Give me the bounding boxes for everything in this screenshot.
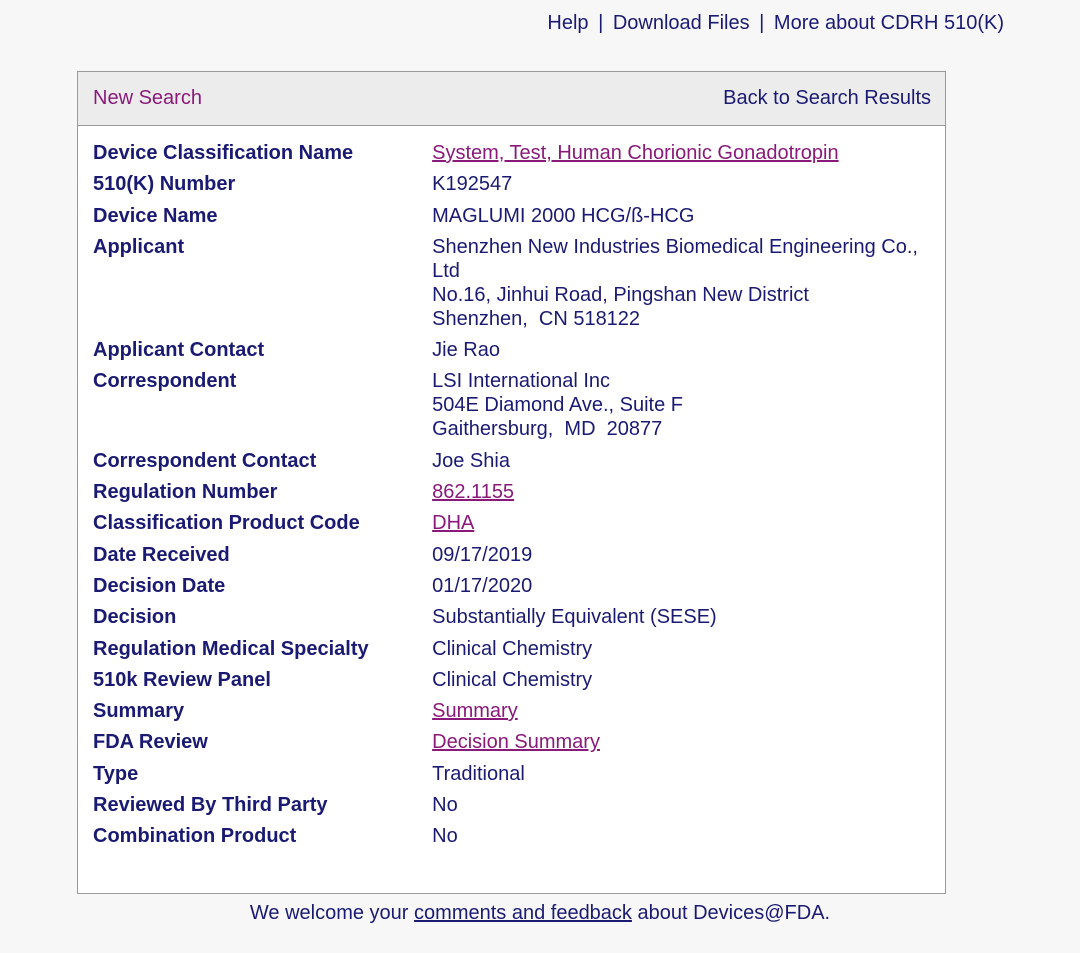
applicant-label: Applicant	[93, 235, 185, 258]
applicant-address: No.16, Jinhui Road, Pingshan New District	[432, 283, 809, 306]
medical-specialty-label: Regulation Medical Specialty	[93, 637, 369, 660]
device-name-value: MAGLUMI 2000 HCG/ß-HCG	[432, 204, 695, 227]
new-search-link[interactable]: New Search	[93, 87, 202, 109]
decision-summary-link[interactable]: Decision Summary	[432, 731, 600, 754]
applicant-value	[432, 235, 945, 338]
back-to-results-link[interactable]: Back to Search Results	[723, 87, 931, 109]
regulation-number-link[interactable]: 862.1155	[432, 481, 515, 504]
table-row	[93, 699, 945, 730]
applicant-contact-value: Jie Rao	[432, 339, 500, 362]
table-row	[93, 449, 945, 480]
device-details-table	[93, 141, 945, 856]
decision-label: Decision	[93, 606, 177, 629]
table-row	[93, 480, 945, 511]
table-row	[93, 605, 945, 636]
combination-product-value: No	[432, 825, 458, 848]
date-received-value: 09/17/2019	[432, 543, 533, 566]
table-row	[93, 762, 945, 793]
medical-specialty-value: Clinical Chemistry	[432, 637, 593, 660]
comments-feedback-link[interactable]: comments and feedback	[414, 902, 632, 924]
table-row	[93, 574, 945, 605]
panel-header	[78, 72, 945, 126]
regulation-number-label: Regulation Number	[93, 481, 278, 504]
device-classification-name-label: Device Classification Name	[93, 142, 354, 164]
footer-prefix: We welcome your	[249, 902, 409, 924]
separator: |	[759, 12, 765, 34]
table-row	[93, 668, 945, 699]
date-received-label: Date Received	[93, 543, 230, 566]
fda-review-label: FDA Review	[93, 731, 208, 754]
correspondent-contact-label: Correspondent Contact	[93, 449, 317, 472]
feedback-footer	[0, 902, 1080, 925]
applicant-name: Shenzhen New Industries Biomedical Engineering Co., Ltd	[432, 235, 918, 282]
product-code-link[interactable]: DHA	[432, 512, 475, 535]
device-classification-name-link[interactable]: System, Test, Human Chorionic Gonadotropin	[432, 142, 839, 164]
correspondent-address: 504E Diamond Ave., Suite F	[432, 394, 684, 417]
table-row	[93, 824, 945, 855]
review-panel-label: 510k Review Panel	[93, 668, 271, 691]
correspondent-label: Correspondent	[93, 370, 237, 393]
device-name-label: Device Name	[93, 204, 218, 227]
table-row	[93, 793, 945, 824]
summary-label: Summary	[93, 700, 185, 723]
correspondent-name: LSI International Inc	[432, 370, 611, 393]
table-row	[93, 338, 945, 369]
table-row	[93, 235, 945, 338]
correspondent-city: Gaithersburg, MD 20877	[432, 418, 663, 441]
decision-value: Substantially Equivalent (SESE)	[432, 606, 717, 629]
separator: |	[598, 12, 604, 34]
third-party-value: No	[432, 794, 458, 817]
type-label: Type	[93, 762, 139, 785]
applicant-city: Shenzhen, CN 518122	[432, 307, 641, 330]
download-files-link[interactable]: Download Files	[612, 12, 750, 34]
table-row	[93, 730, 945, 761]
third-party-label: Reviewed By Third Party	[93, 794, 328, 817]
correspondent-value	[432, 369, 945, 448]
correspondent-contact-value: Joe Shia	[432, 449, 510, 472]
device-detail-panel	[77, 71, 946, 894]
table-row	[93, 369, 945, 448]
top-links	[547, 12, 1004, 35]
table-row	[93, 141, 945, 172]
table-row	[93, 172, 945, 203]
k-number-value: K192547	[432, 173, 513, 196]
table-row	[93, 204, 945, 235]
k-number-label: 510(K) Number	[93, 173, 236, 196]
table-row	[93, 511, 945, 542]
combination-product-label: Combination Product	[93, 825, 297, 848]
table-row	[93, 543, 945, 574]
table-row	[93, 637, 945, 668]
review-panel-value: Clinical Chemistry	[432, 668, 593, 691]
footer-suffix: about Devices@FDA.	[637, 902, 831, 924]
product-code-label: Classification Product Code	[93, 512, 360, 535]
decision-date-label: Decision Date	[93, 574, 226, 597]
decision-date-value: 01/17/2020	[432, 574, 533, 597]
help-link[interactable]: Help	[547, 12, 589, 34]
more-about-cdrh-link[interactable]: More about CDRH 510(K)	[773, 12, 1004, 34]
type-value: Traditional	[432, 762, 525, 785]
summary-link[interactable]: Summary	[432, 700, 518, 723]
applicant-contact-label: Applicant Contact	[93, 339, 265, 362]
